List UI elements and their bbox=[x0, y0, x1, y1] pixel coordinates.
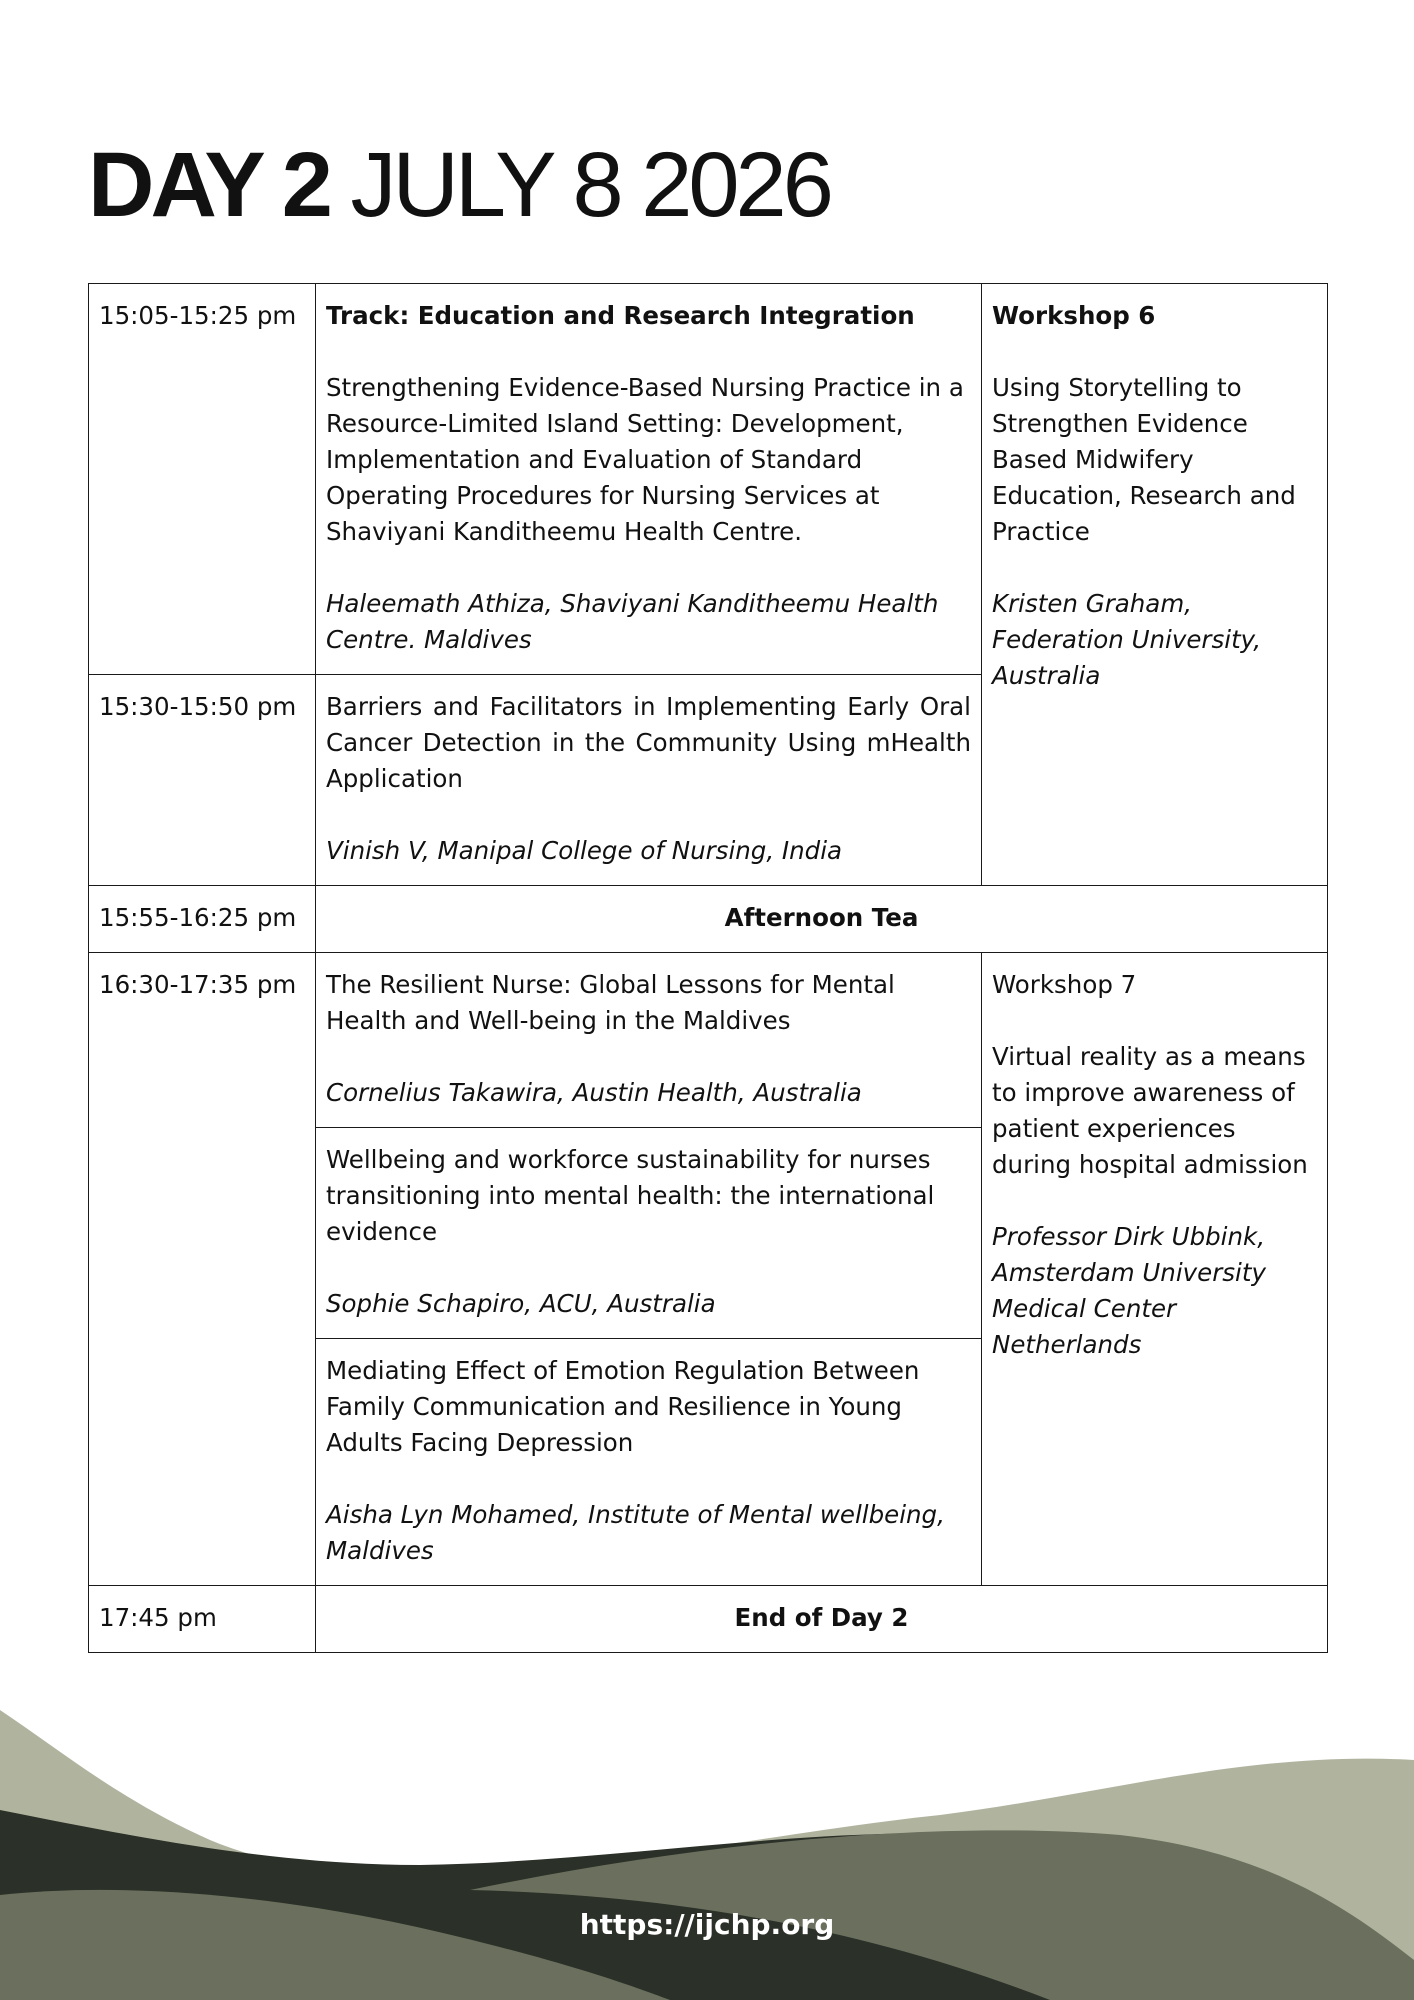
end-cell bbox=[316, 1586, 1328, 1653]
table-row bbox=[89, 886, 1328, 953]
track-label: Track: Education and Research Integration bbox=[326, 301, 915, 330]
break-cell bbox=[316, 886, 1328, 953]
day-label: DAY 2 bbox=[88, 134, 329, 236]
session-presenter: Aisha Lyn Mohamed, Institute of Mental wellbeing, Maldives bbox=[326, 1500, 945, 1565]
session-time: 15:05-15:25 pm bbox=[99, 301, 297, 330]
workshop-title: Virtual reality as a means to improve awareness of patient experiences during hospital admission bbox=[992, 1042, 1308, 1179]
session-title: Barriers and Facilitators in Implementing Early Oral Cancer Detection in the Community Using mHealth Application bbox=[326, 692, 971, 793]
session-presenter: Sophie Schapiro, ACU, Australia bbox=[326, 1289, 716, 1318]
workshop-presenter: Professor Dirk Ubbink, Amsterdam University Medical Center Netherlands bbox=[992, 1222, 1266, 1359]
footer-url-link[interactable]: https://ijchp.org bbox=[579, 1908, 835, 1941]
time-cell bbox=[89, 886, 316, 953]
session-title: Mediating Effect of Emotion Regulation Between Family Communication and Resilience in Young Adults Facing Depression bbox=[326, 1356, 920, 1457]
time-cell bbox=[89, 284, 316, 675]
session-time: 15:30-15:50 pm bbox=[99, 692, 297, 721]
session-title: Strengthening Evidence-Based Nursing Practice in a Resource-Limited Island Setting: Development, Implementation and Evaluation of Standard Operating Procedures for Nursing Services at Shaviyani Kanditheemu Health Centre. bbox=[326, 373, 964, 546]
workshop-label: Workshop 7 bbox=[992, 970, 1137, 999]
session-title: Wellbeing and workforce sustainability for nurses transitioning into mental health: the international evidence bbox=[326, 1145, 935, 1246]
session-cell bbox=[316, 1339, 982, 1586]
session-cell bbox=[316, 675, 982, 886]
break-label: Afternoon Tea bbox=[724, 903, 919, 932]
footer-wave-decoration bbox=[0, 1690, 1414, 2000]
session-presenter: Vinish V, Manipal College of Nursing, India bbox=[326, 836, 843, 865]
date-label: JULY 8 2026 bbox=[350, 134, 830, 236]
table-row bbox=[89, 1586, 1328, 1653]
session-presenter: Haleemath Athiza, Shaviyani Kanditheemu Health Centre. Maldives bbox=[326, 589, 939, 654]
end-label: End of Day 2 bbox=[734, 1603, 909, 1632]
table-row bbox=[89, 953, 1328, 1128]
table-row bbox=[89, 284, 1328, 675]
workshop-cell bbox=[982, 284, 1328, 886]
page-title bbox=[88, 130, 830, 240]
time-cell bbox=[89, 675, 316, 886]
workshop-presenter: Kristen Graham, Federation University, Australia bbox=[992, 589, 1262, 690]
session-cell bbox=[316, 284, 982, 675]
session-title: The Resilient Nurse: Global Lessons for Mental Health and Well-being in the Maldives bbox=[326, 970, 895, 1035]
session-cell bbox=[316, 953, 982, 1128]
session-time: 16:30-17:35 pm bbox=[99, 970, 297, 999]
session-cell bbox=[316, 1128, 982, 1339]
time-cell bbox=[89, 1586, 316, 1653]
time-cell bbox=[89, 953, 316, 1586]
workshop-cell bbox=[982, 953, 1328, 1586]
session-presenter: Cornelius Takawira, Austin Health, Australia bbox=[326, 1078, 862, 1107]
session-time: 17:45 pm bbox=[99, 1603, 217, 1632]
schedule-table bbox=[88, 283, 1328, 1653]
workshop-label: Workshop 6 bbox=[992, 301, 1156, 330]
workshop-title: Using Storytelling to Strengthen Evidence Based Midwifery Education, Research and Practice bbox=[992, 373, 1296, 546]
session-time: 15:55-16:25 pm bbox=[99, 903, 297, 932]
